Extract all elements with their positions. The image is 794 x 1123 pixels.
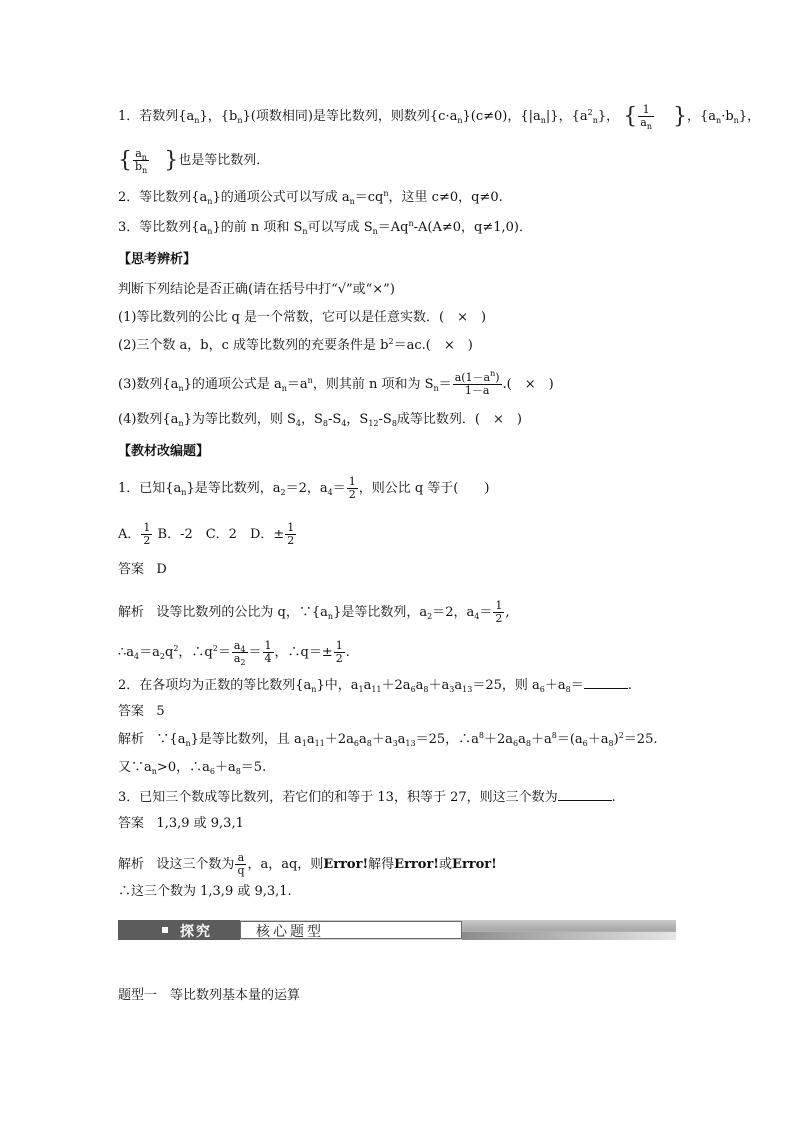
heading-textbook: 【教材改编题】 <box>118 444 210 459</box>
ratio-a4-a2: $\frac{a_4}{a_2}$ <box>233 639 246 667</box>
problem-1-solution: 解析 设等比数列的公比为 q，$\because\{a_n\}$是等比数列，$a_2=2$，$a_4=$ $\frac{1}{2}$ , <box>118 599 510 625</box>
judge-item-2: (2)三个数 a，b，c 成等比数列的充要条件是 $b^2=ac$.( × ) <box>118 337 473 353</box>
problem-1-answer: 答案 D <box>118 562 167 577</box>
half-fraction: $\frac{1}{2}$ <box>335 639 343 665</box>
problem-3-solution-2: ∴这三个数为 1,3,9 或 9,3,1. <box>118 884 292 899</box>
brace-left: { <box>118 147 132 173</box>
answer-blank[interactable] <box>584 676 628 689</box>
property-3: 3．等比数列$\{a_n\}$的前 n 项和 $S_n$可以写成 $S_n=Aq^n-A(A\ne 0$，q≠1,0)． <box>118 219 533 236</box>
banner-left-label: 探究 <box>180 924 212 940</box>
problem-2-answer: 答案 5 <box>118 704 165 719</box>
brace-left: { <box>623 103 638 129</box>
problem-2-solution-2: 又$\because a_n>0$，$\therefore a_6+a_8=5$. <box>118 760 267 776</box>
judge-item-1: (1)等比数列的公比 q 是一个常数，它可以是任意实数．( × ) <box>118 310 487 325</box>
problem-2-solution: 解析 $\because\{a_n\}$是等比数列，且 $a_1a_{11}+2a_6a_8+a_3a_{13}=25$，$\therefore a^8+2a_6a_8+a^8=(a_6+a_8)^2=25$. <box>118 731 658 748</box>
problem-2: 2．在各项均为正数的等比数列$\{a_n\}$中，$a_1a_{11}+2a_6a_8+a_3a_{13}=25$，则 $a_6+a_8=$ . <box>118 678 632 694</box>
sum-fraction: $\frac{a(1-a^n)}{1-a}$ <box>454 369 500 397</box>
problem-3-answer: 答案 1,3,9 或 9,3,1 <box>118 816 244 831</box>
judge-item-4: (4)数列$\{a_n\}$为等比数列，则 $S_4$，$S_8-S_4$，$S_{12}-S_8$成等比数列．( × ) <box>118 412 522 428</box>
section-title: 题型一 等比数列基本量的运算 <box>118 988 301 1003</box>
banner-dark-block <box>118 920 240 940</box>
section-banner <box>118 920 676 940</box>
property-2: 2．等比数列$\{a_n\}$的通项公式可以写成 $a_n=cq^n$，这里 c≠0，q≠0. <box>118 189 503 206</box>
banner-fade <box>462 932 676 940</box>
square-bullet-icon <box>162 927 168 933</box>
problem-1-options: A． $\frac{1}{2}$ B．-2 C．2 D．± $\frac{1}{2}$ <box>118 521 295 547</box>
option-a-fraction: $\frac{1}{2}$ <box>143 521 151 547</box>
judge-item-3: (3)数列$\{a_n\}$的通项公式是 $a_n=a^n$，则其前 n 项和为 $S_n=$ $\frac{a(1-a^n)}{1-a}$ .( × ) <box>118 369 554 397</box>
property-1-line1: 1．若数列$\{a_n\}$，$\{b_n\}$(项数相同)是等比数列，则数列$\{c\cdot a_n\}(c\ne 0)$，$\{|a_n|\}$，$\{a^2_n\}$， { $\frac{1}{a_n}$ }，$\{a_n\cdot b_n\}$， <box>118 103 761 131</box>
half-fraction: $\frac{1}{2}$ <box>495 599 503 625</box>
problem-1-solution-2: $\therefore a_4=a_2q^2$，$\therefore q^2=$ $\frac{a_4}{a_2}$ ＝ $\frac{1}{4}$ ，∴q＝± $\frac{1}{2}$ . <box>118 639 350 667</box>
ratio-fraction: $\frac{a_n}{b_n}$ <box>135 147 148 175</box>
option-d-fraction: $\frac{1}{2}$ <box>287 521 295 547</box>
brace-right: } <box>164 147 179 173</box>
banner-right-label: 核心题型 <box>256 924 324 940</box>
answer-blank[interactable] <box>558 788 612 801</box>
half-fraction: $\frac{1}{2}$ <box>348 475 356 501</box>
problem-3-solution: 解析 设这三个数为 $\frac{a}{q}$ ，a，aq，则Error!解得Error!或Error! <box>118 851 497 877</box>
problem-1: 1．已知$\{a_n\}$是等比数列，$a_2=2$，$a_4=$ $\frac{1}{2}$ ，则公比 q 等于( ) <box>118 475 490 501</box>
reciprocal-fraction: $\frac{1}{a_n}$ <box>640 103 652 131</box>
quarter-fraction: $\frac{1}{4}$ <box>264 639 272 665</box>
judge-intro: 判断下列结论是否正确(请在括号中打“√”或“×”) <box>118 282 395 297</box>
property-1-line2: { $\frac{a_n}{b_n}$ }也是等比数列． <box>118 147 270 175</box>
brace-right: } <box>673 103 687 129</box>
problem-3: 3．已知三个数成等比数列，若它们的和等于 13，积等于 27，则这三个数为 . <box>118 790 616 805</box>
heading-thinking: 【思考辨析】 <box>118 252 197 267</box>
a-over-q: $\frac{a}{q}$ <box>237 851 245 877</box>
